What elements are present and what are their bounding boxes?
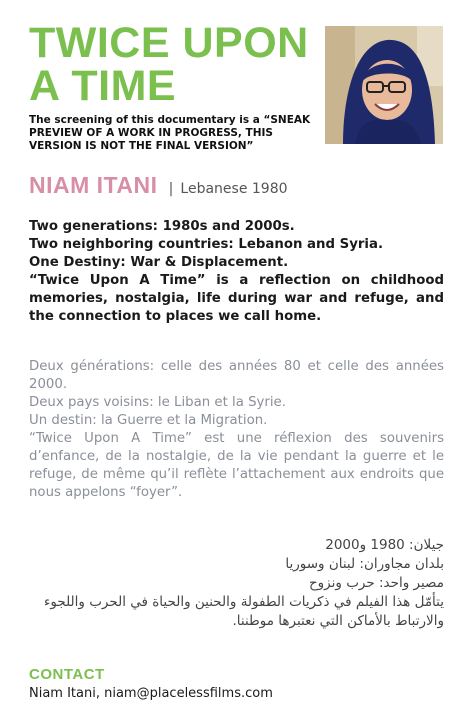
- arabic-paragraph: يتأمّل هذا الفيلم في ذكريات الطفولة والحنين والحياة في الحرب واللجوء والارتباط بالأماكن التي نعتبرها موطننا.: [44, 594, 444, 629]
- french-line-1: Deux générations: celle des années 80 et celle des années 2000.: [29, 359, 444, 392]
- director-origin: Lebanese 1980: [180, 181, 288, 197]
- arabic-line-3: مصير واحد: حرب ونزوح: [308, 575, 444, 591]
- arabic-line-1: جيلان: 1980 و2000: [325, 537, 444, 553]
- contact-details: Niam Itani, niam@placelessfilms.com: [29, 686, 273, 701]
- director-name: NIAM ITANI: [29, 172, 158, 198]
- french-paragraph: “Twice Upon A Time” est une réflexion des souvenirs d’enfance, de la nostalgie, de la vie pendant la guerre et le refuge, de même qu’il reflète l’attachement aux endroits que nous appelons “foyer”.: [29, 431, 444, 500]
- screening-notice: The screening of this documentary is a “SNEAK PREVIEW OF A WORK IN PROGRESS, THIS VERSION IS NOT THE FINAL VERSION”: [29, 114, 311, 152]
- french-line-2: Deux pays voisins: le Liban et la Syrie.: [29, 395, 286, 410]
- director-separator: |: [168, 181, 174, 197]
- director-credit: [29, 172, 449, 199]
- english-line-3: One Destiny: War & Displacement.: [29, 255, 289, 270]
- contact-heading: CONTACT: [29, 666, 105, 683]
- director-portrait-image: [325, 26, 443, 144]
- director-portrait: [325, 26, 443, 144]
- english-line-1: Two generations: 1980s and 2000s.: [29, 219, 295, 234]
- english-paragraph: “Twice Upon A Time” is a reflection on childhood memories, nostalgia, life during war and refuge, and the connection to places we call home.: [29, 273, 444, 324]
- english-synopsis: [29, 218, 444, 326]
- french-synopsis: [29, 358, 444, 502]
- french-line-3: Un destin: la Guerre et la Migration.: [29, 413, 268, 428]
- arabic-synopsis: [29, 536, 444, 631]
- english-line-2: Two neighboring countries: Lebanon and Syria.: [29, 237, 384, 252]
- arabic-line-2: بلدان مجاوران: لبنان وسوريا: [285, 556, 444, 572]
- film-title: TWICE UPON A TIME: [29, 19, 309, 110]
